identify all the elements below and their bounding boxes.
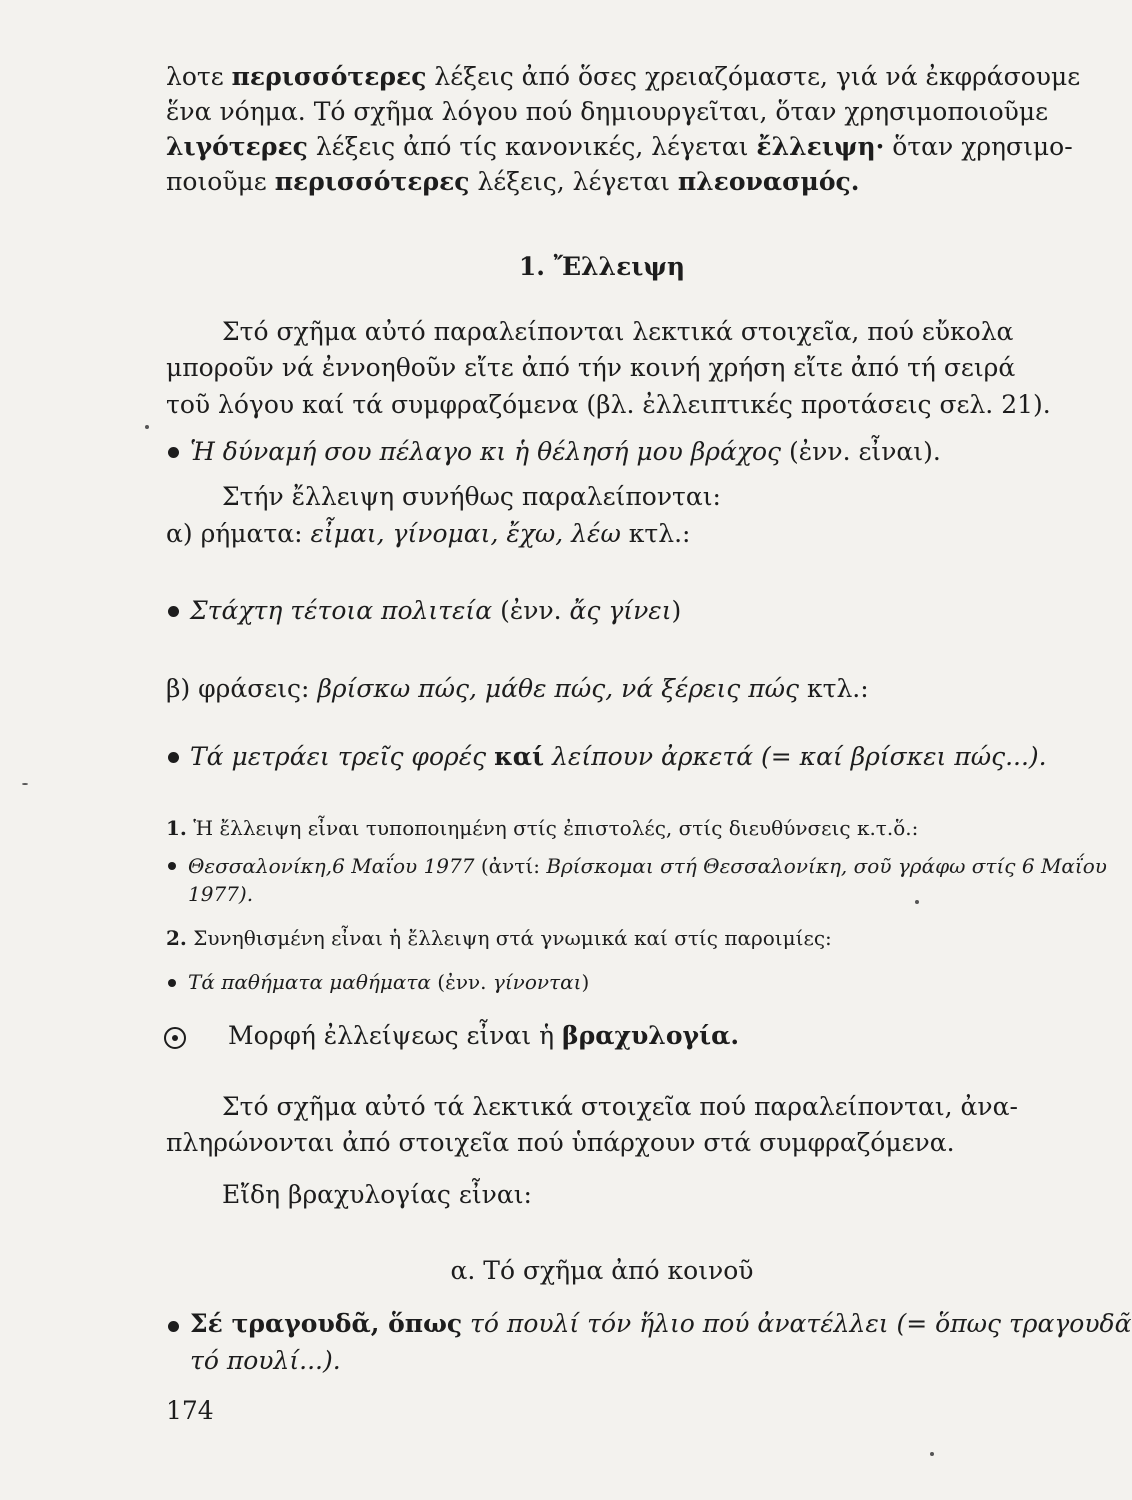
bullet-icon [168, 447, 179, 458]
text: λέξεις ἀπό τίς κανονικές, λέγεται [307, 132, 757, 161]
text: ποιοῦμε [166, 167, 275, 196]
text: Συνηθισμένη εἶναι ἡ ἔλλειψη στά γνωμικά καί στίς παροιμίες: [186, 926, 832, 950]
note-number: 2. [166, 926, 187, 950]
section1-para-line-3: τοῦ λόγου καί τά συμφραζόμενα (βλ. ἐλλειπτικές προτάσεις σελ. 21). [166, 390, 1051, 419]
bullet-icon [168, 606, 179, 617]
brachylogy-kinds: Εἴδη βραχυλογίας εἶναι: [222, 1180, 532, 1209]
target-symbol-icon [164, 1027, 186, 1049]
italic-example: εἶμαι, γίνομαι, ἔχω, λέω [310, 519, 621, 548]
section1-para-line-1: Στό σχῆμα αὐτό παραλείπονται λεκτικά στοιχεῖα, πού εὔκολα [222, 317, 1014, 346]
bold-term: Σέ τραγουδᾶ, ὅπως [190, 1309, 463, 1338]
scan-speck [930, 1452, 934, 1456]
text: α) ρήματα: [166, 519, 311, 548]
intro-line-1 [166, 62, 1080, 92]
example-1 [190, 437, 941, 467]
bold-term: καί [494, 742, 545, 771]
bold-term: βραχυλογία. [562, 1021, 740, 1050]
text: (ἐνν. [492, 596, 570, 625]
text: Ἡ ἔλλειψη εἶναι τυποποιημένη στίς ἐπιστολές, στίς διευθύνσεις κ.τ.ὅ.: [186, 816, 919, 840]
text: ὅταν χρησιμο- [884, 132, 1073, 161]
text: ἕνα νόημα. Τό σχῆμα λόγου πού δημιουργεῖται, ὅταν χρησιμοποιοῦμε [166, 97, 1049, 126]
brachylogy-para-line-2: πληρώνονται ἀπό στοιχεῖα πού ὑπάρχουν στά συμφραζόμενα. [166, 1128, 955, 1157]
text: Μορφή ἐλλείψεως εἶναι ἡ [228, 1021, 563, 1050]
brachylogy-example-line-1 [190, 1309, 1132, 1339]
note-2-example [188, 969, 589, 995]
text: (ἐνν. εἶναι). [781, 437, 941, 466]
scan-speck [915, 900, 919, 904]
note-1-example-line-1 [188, 853, 1107, 879]
text: α. Τό σχῆμα ἀπό κοινοῦ [450, 1256, 754, 1285]
text: ) [581, 970, 590, 994]
list-item-a [166, 519, 690, 549]
text: β) φράσεις: [166, 674, 318, 703]
subsection-heading [36, 1256, 1132, 1286]
italic-example: Στάχτη τέτοια πολιτεία [190, 596, 493, 625]
italic-example: λείπουν ἀρκετά (= καί βρίσκει πώς...). [544, 742, 1047, 771]
omitted-intro: Στήν ἔλλειψη συνήθως παραλείπονται: [222, 482, 721, 511]
bullet-icon [168, 979, 176, 987]
text: λοτε [166, 62, 232, 91]
italic-example: βρίσκω πώς, μάθε πώς, νά ξέρεις πώς [317, 674, 800, 703]
bullet-icon [168, 862, 176, 870]
text: κτλ.: [620, 519, 691, 548]
note-1 [166, 815, 918, 841]
text: λέξεις, λέγεται [469, 167, 678, 196]
italic-example: Τά μετράει τρεῖς φορές [190, 742, 495, 771]
italic-example: γίνονται [492, 970, 582, 994]
note-number: 1. [166, 816, 187, 840]
brachylogy-example-line-2: τό πουλί...). [190, 1346, 341, 1375]
note-2 [166, 925, 832, 951]
italic-example: τό πουλί τόν ἥλιο πού ἀνατέλλει (= ὅπως τραγουδᾶ [462, 1309, 1132, 1338]
intro-line-4 [166, 167, 859, 197]
text: (ἐνν. [430, 970, 493, 994]
page-number: 174 [166, 1396, 214, 1425]
intro-line-2 [166, 97, 1048, 127]
italic-example: Ἡ δύναμή σου πέλαγο κι ἡ θέλησή μου βράχος [190, 437, 782, 466]
scan-speck [22, 783, 28, 785]
list-item-b [166, 674, 869, 704]
bold-term: περισσότερες [231, 62, 427, 91]
bold-term: πλεονασμός. [677, 167, 860, 196]
brachylogy-para-line-1: Στό σχῆμα αὐτό τά λεκτικά στοιχεῖα πού παραλείπονται, ἀνα- [222, 1092, 1018, 1121]
bullet-icon [168, 1321, 179, 1332]
bullet-icon [168, 752, 179, 763]
scan-speck [145, 425, 149, 429]
note-1-example-line-2: 1977). [188, 882, 254, 906]
text: ) [671, 596, 682, 625]
bold-term: περισσότερες [274, 167, 470, 196]
bold-term: λιγότερες [166, 132, 308, 161]
italic-example: Θεσσαλονίκη,6 Μαΐου 1977 [188, 854, 475, 878]
example-2 [190, 596, 681, 626]
example-3 [190, 742, 1047, 772]
italic-example: ἄς γίνει [569, 596, 672, 625]
brachylogy-form [228, 1021, 739, 1051]
bold-term: ἔλλειψη· [756, 132, 885, 161]
text: λέξεις ἀπό ὅσες χρειαζόμαστε, γιά νά ἐκφράσουμε [426, 62, 1081, 91]
section-heading: 1. Ἔλλειψη [518, 252, 686, 281]
italic-example: Τά παθήματα μαθήματα [188, 970, 431, 994]
text: κτλ.: [799, 674, 869, 703]
text: (ἀντί: [474, 854, 547, 878]
intro-line-3 [166, 132, 1073, 162]
italic-example: Βρίσκομαι στή Θεσσαλονίκη, σοῦ γράφω στίς 6 Μαΐου [546, 854, 1107, 878]
section1-para-line-2: μποροῦν νά ἐννοηθοῦν εἴτε ἀπό τήν κοινή χρήση εἴτε ἀπό τή σειρά [166, 353, 1016, 382]
